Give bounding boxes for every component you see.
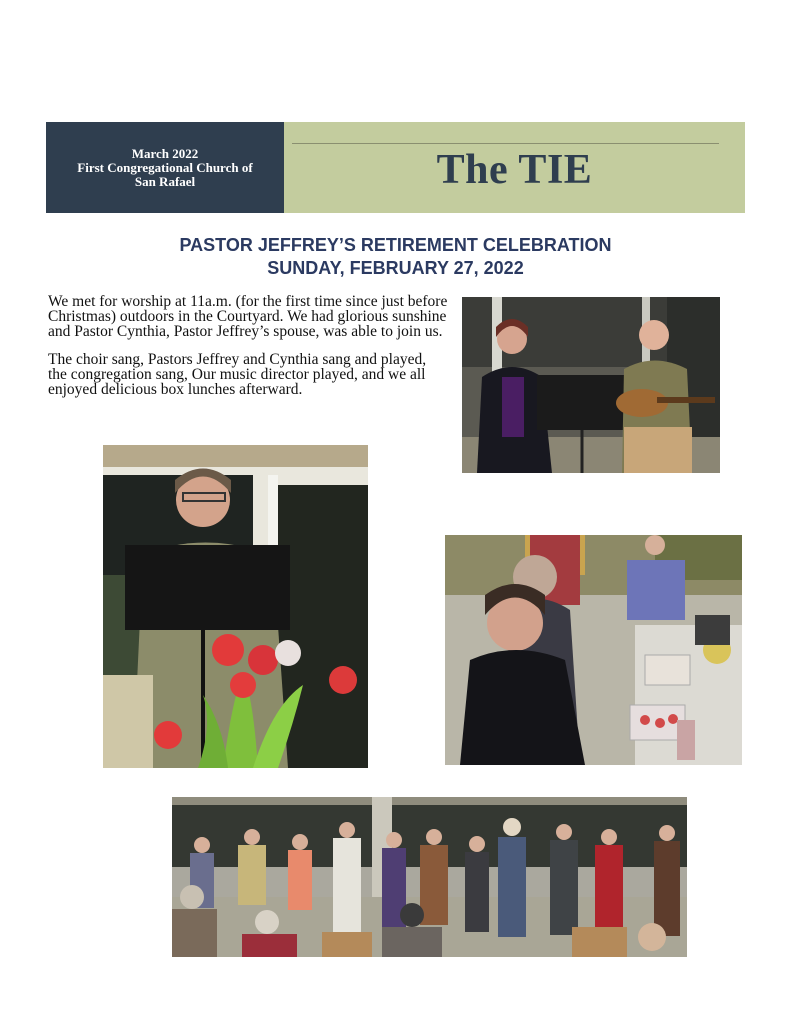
- article-paragraph-1: We met for worship at 11a.m. (for the first time since just before Christmas) outdoors in the Courtyard. We had glorious sunshine and Pastor Cynthia, Pastor Jeffrey’s spouse, was able to join us.: [48, 293, 448, 340]
- photo-pastors-singing: [462, 297, 720, 473]
- masthead-title-panel: [284, 122, 745, 213]
- article-body: [48, 294, 448, 410]
- newsletter-title: The TIE: [436, 147, 593, 193]
- article-headline: [0, 234, 791, 280]
- masthead-rule: [292, 143, 719, 144]
- headline-line2: SUNDAY, FEBRUARY 27, 2022: [267, 258, 524, 278]
- photo-choir-singing: [172, 797, 687, 957]
- masthead-info: [46, 122, 284, 213]
- headline-line1: PASTOR JEFFREY’S RETIREMENT CELEBRATION: [179, 235, 612, 255]
- photo-lunch-tables: [445, 535, 742, 765]
- issue-date: March 2022: [131, 145, 199, 161]
- photo-pastor-reading: [103, 445, 368, 768]
- church-name-line2: San Rafael: [134, 173, 196, 189]
- church-name-line1: First Congregational Church of: [77, 159, 253, 175]
- article-paragraph-2: The choir sang, Pastors Jeffrey and Cynthia sang and played, the congregation sang, Our music director played, and we all enjoyed delicious box lunches afterward.: [48, 351, 427, 398]
